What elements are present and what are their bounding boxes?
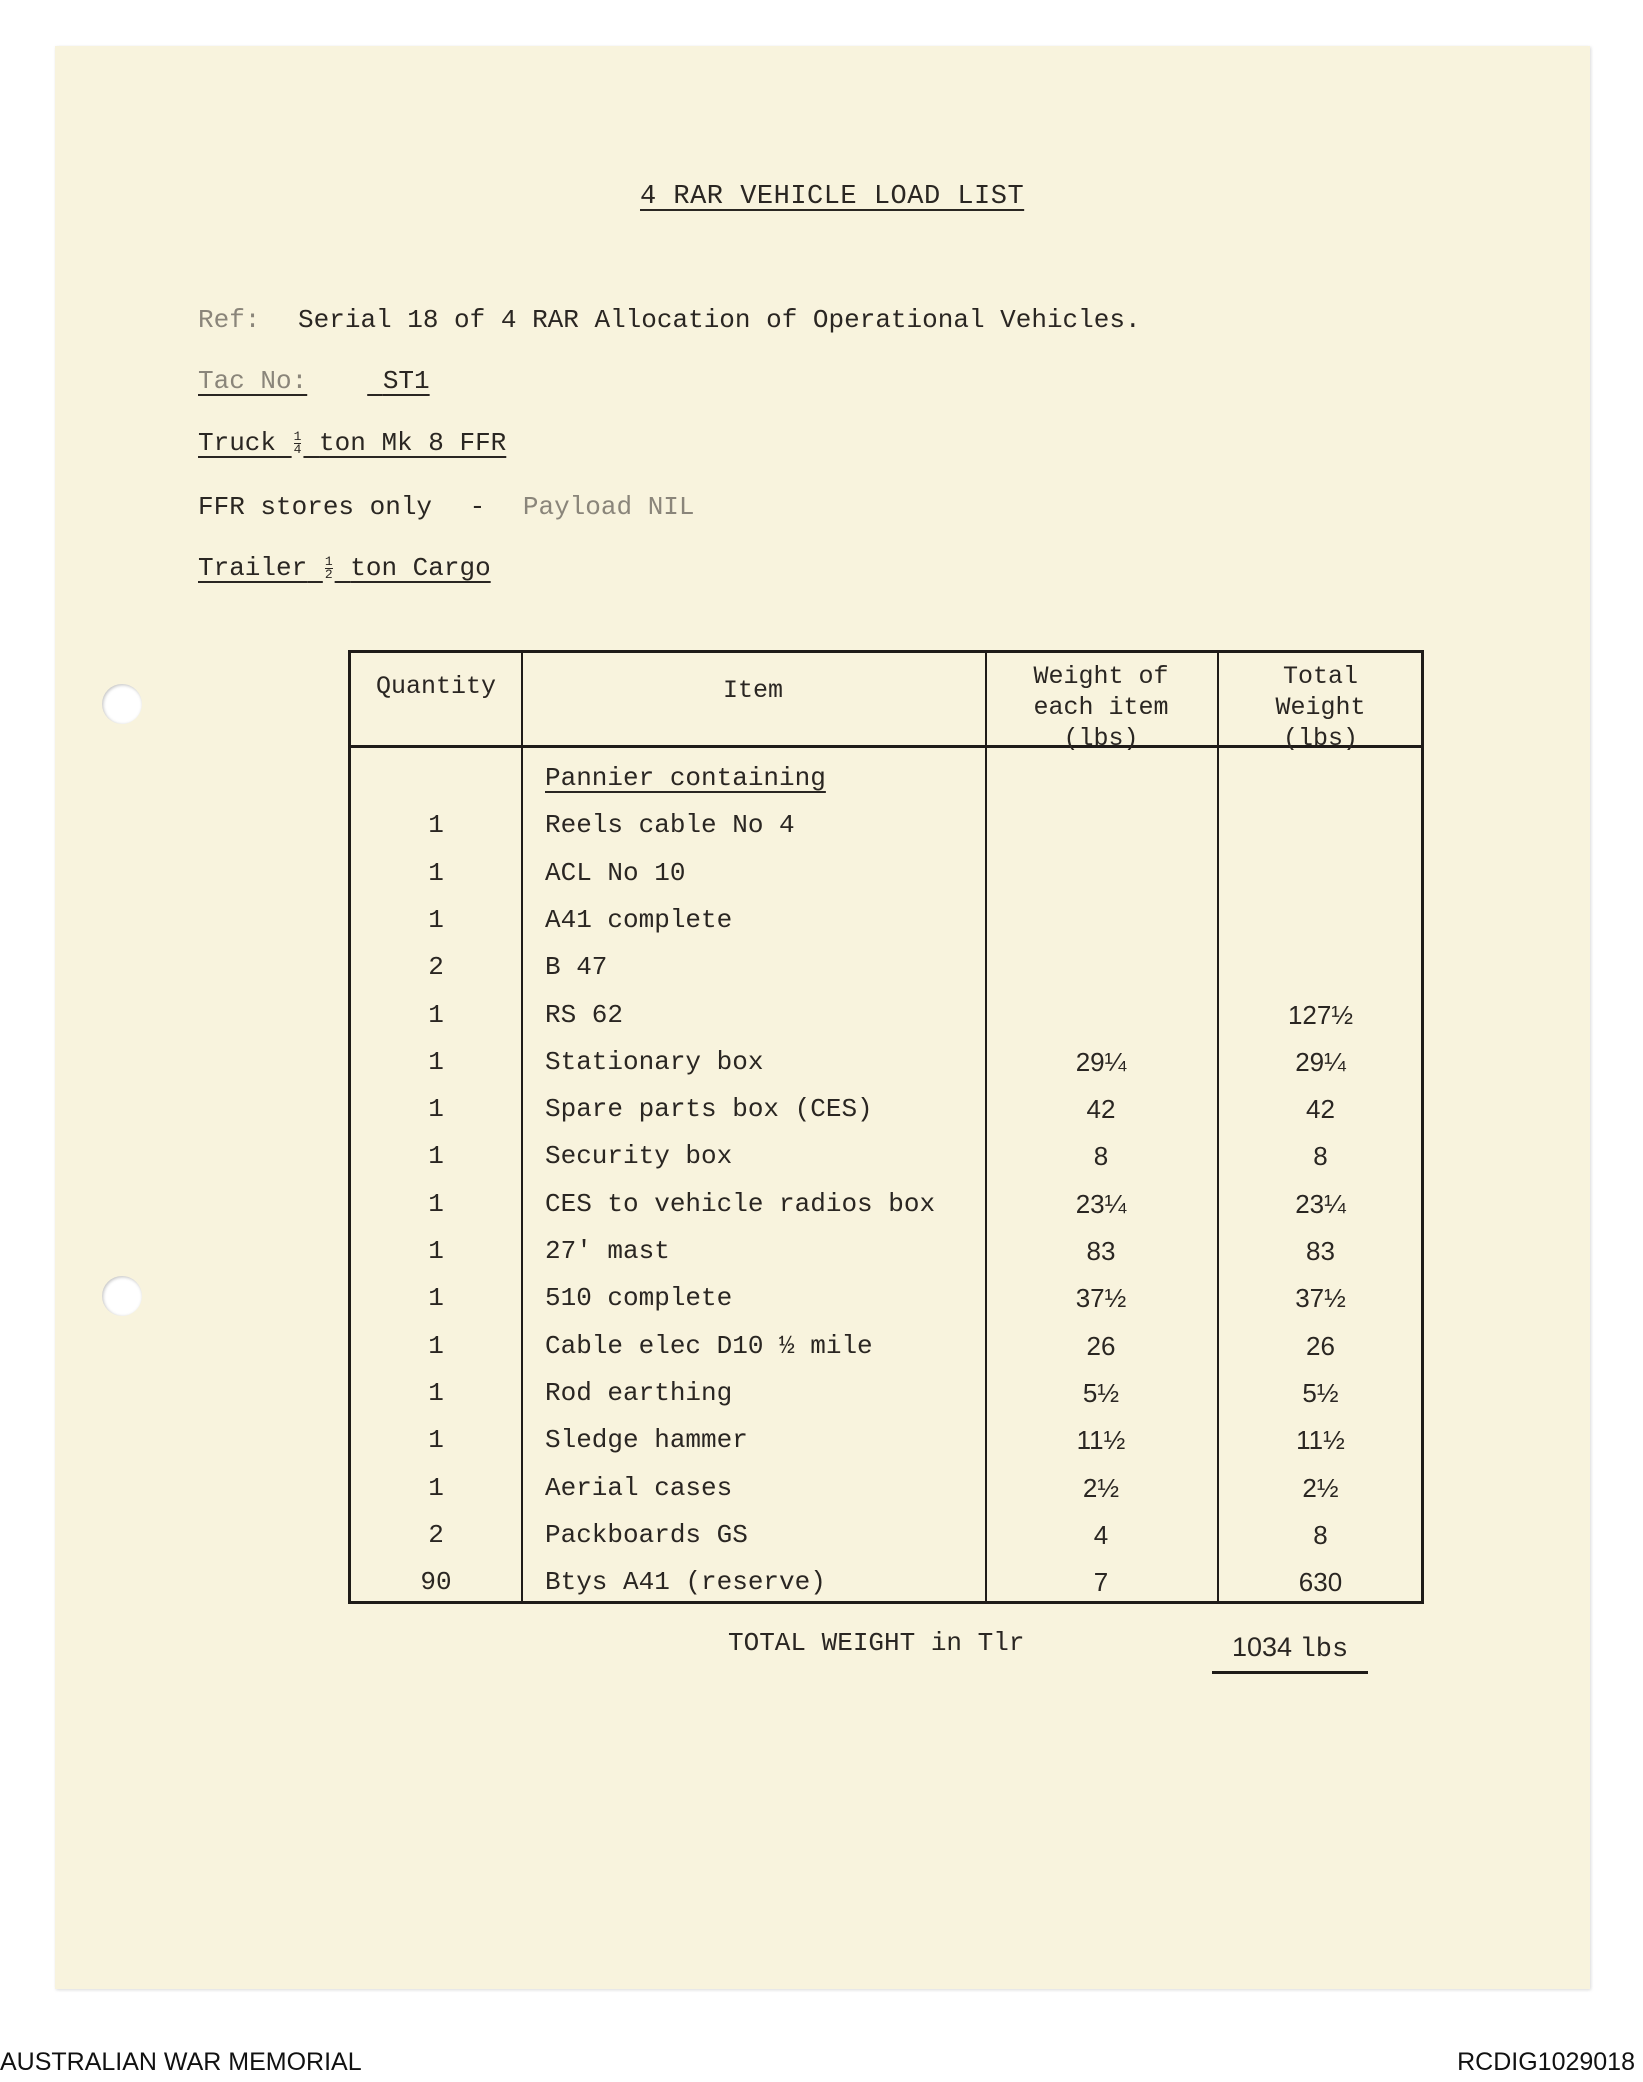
header-weight-each-line: Weight of (1033, 662, 1169, 691)
table-row (351, 1378, 1421, 1424)
trailer-frac-den: 2 (324, 566, 333, 582)
row-item: Cable elec D10 ½ mile (545, 1330, 873, 1361)
row-item: Stationary box (545, 1046, 764, 1077)
tac-label: Tac No: (198, 366, 308, 396)
row-weight-each: 23¼ (1075, 1188, 1127, 1219)
row-quantity: 1 (428, 904, 444, 935)
table-row (351, 1520, 1421, 1566)
row-quantity: 1 (428, 1472, 444, 1503)
total-weight-label: TOTAL WEIGHT in Tlr (728, 1628, 1025, 1658)
header-weight-each-line: (lbs) (1063, 724, 1139, 753)
row-weight-each: 8 (1093, 1141, 1109, 1172)
header-total-weight-line: Total (1282, 662, 1358, 691)
table-row (351, 1047, 1421, 1093)
row-weight-each: 83 (1086, 1236, 1116, 1266)
row-item: Aerial cases (545, 1472, 733, 1503)
reference-line (198, 305, 1141, 335)
table-row (351, 1189, 1421, 1235)
truck-line (198, 428, 506, 458)
row-total-weight: 2½ (1302, 1472, 1339, 1503)
trailer-fraction (324, 553, 333, 582)
row-quantity: 1 (428, 1425, 444, 1456)
row-item: Pannier containing (545, 763, 826, 793)
total-unit: lbs (1299, 1635, 1349, 1665)
footer-id: RCDIG1029018 (1457, 2048, 1635, 2076)
row-item: Btys A41 (reserve) (545, 1567, 826, 1598)
table-row (351, 1331, 1421, 1377)
table-row (351, 1236, 1421, 1282)
punch-hole-top (102, 684, 142, 724)
table-section-heading (351, 763, 1421, 809)
punch-hole-bottom (102, 1276, 142, 1316)
row-total-weight: 37½ (1295, 1283, 1346, 1314)
row-quantity: 1 (428, 1046, 444, 1077)
row-total-weight: 26 (1306, 1330, 1335, 1361)
row-item: Reels cable No 4 (545, 810, 795, 841)
row-total-weight: 42 (1306, 1094, 1335, 1125)
row-weight-each: 26 (1086, 1330, 1116, 1361)
ffr-dash: - (469, 492, 486, 522)
row-total-weight: 11½ (1296, 1425, 1345, 1456)
load-list-table (348, 650, 1424, 1604)
row-total-weight: 8 (1313, 1141, 1328, 1172)
table-row (351, 810, 1421, 856)
row-weight-each: 7 (1093, 1567, 1109, 1598)
row-quantity: 1 (428, 1141, 444, 1172)
header-weight-each (985, 661, 1217, 754)
row-quantity: 1 (428, 1188, 444, 1219)
tac-number-line (198, 366, 430, 396)
ref-text: Serial 18 of 4 RAR Allocation of Operational Vehicles. (298, 305, 1141, 335)
ffr-right: Payload NIL (522, 492, 695, 522)
total-number: 1034 (1232, 1632, 1293, 1662)
table-row (351, 1094, 1421, 1140)
row-weight-each: 42 (1086, 1094, 1116, 1125)
row-quantity: 1 (428, 810, 444, 841)
row-weight-each: 5½ (1082, 1377, 1120, 1408)
row-item: A41 complete (545, 904, 733, 935)
header-total-weight-line: (lbs) (1282, 724, 1358, 753)
truck-fraction (293, 428, 302, 457)
trailer-before: Trailer (198, 553, 308, 583)
row-total-weight: 83 (1306, 1236, 1335, 1266)
header-quantity: Quantity (375, 672, 497, 701)
truck-frac-num: 1 (293, 428, 302, 444)
row-quantity: 1 (428, 1283, 444, 1314)
row-total-weight: 23¼ (1295, 1188, 1346, 1219)
row-item: CES to vehicle radios box (545, 1188, 936, 1219)
truck-after: ton Mk 8 FFR (319, 428, 507, 458)
truck-frac-den: 4 (293, 441, 302, 457)
footer-source: AUSTRALIAN WAR MEMORIAL (0, 2048, 362, 2076)
header-item: Item (722, 676, 783, 705)
row-item: Rod earthing (545, 1377, 733, 1408)
table-row (351, 1141, 1421, 1187)
table-row (351, 905, 1421, 951)
row-total-weight: 127½ (1287, 999, 1354, 1030)
table-row (351, 1000, 1421, 1046)
table-row (351, 1425, 1421, 1471)
document-title: 4 RAR VEHICLE LOAD LIST (640, 182, 1025, 212)
row-item: RS 62 (545, 999, 624, 1030)
header-total-weight-line: Weight (1275, 693, 1366, 722)
row-item: Sledge hammer (545, 1425, 748, 1456)
row-quantity: 2 (428, 1519, 444, 1550)
total-weight-value (1212, 1632, 1368, 1674)
row-quantity: 1 (428, 1377, 444, 1408)
header-total-weight (1217, 661, 1424, 754)
table-row (351, 952, 1421, 998)
row-total-weight: 630 (1298, 1567, 1343, 1598)
ffr-line (198, 492, 695, 522)
row-quantity: 1 (428, 1330, 444, 1361)
row-quantity: 90 (420, 1567, 452, 1598)
trailer-frac-num: 1 (324, 553, 333, 569)
row-item: ACL No 10 (545, 857, 686, 888)
row-total-weight: 8 (1313, 1519, 1328, 1550)
row-item: Security box (545, 1141, 733, 1172)
row-item: Packboards GS (545, 1519, 748, 1550)
row-item: 27' mast (545, 1236, 670, 1266)
ref-label: Ref: (198, 305, 261, 335)
table-row (351, 858, 1421, 904)
row-quantity: 2 (428, 952, 444, 983)
row-weight-each: 37½ (1075, 1283, 1127, 1314)
row-weight-each: 2½ (1082, 1472, 1120, 1503)
table-row (351, 1283, 1421, 1329)
row-quantity: 1 (428, 1236, 444, 1266)
tac-value: ST1 (382, 366, 430, 396)
header-weight-each-line: each item (1033, 693, 1169, 722)
ffr-left: FFR stores only (198, 492, 433, 522)
row-quantity: 1 (428, 857, 444, 888)
trailer-after: ton Cargo (350, 553, 491, 583)
row-total-weight: 5½ (1302, 1377, 1339, 1408)
truck-before: Truck (198, 428, 277, 458)
table-row (351, 1473, 1421, 1519)
row-weight-each: 11½ (1076, 1425, 1126, 1456)
row-total-weight: 29¼ (1295, 1046, 1346, 1077)
row-quantity: 1 (428, 999, 444, 1030)
table-row (351, 1567, 1421, 1613)
row-weight-each: 29¼ (1075, 1046, 1127, 1077)
row-item: B 47 (545, 952, 608, 983)
row-quantity: 1 (428, 1094, 444, 1125)
row-item: 510 complete (545, 1283, 733, 1314)
row-item: Spare parts box (CES) (545, 1094, 873, 1125)
row-weight-each: 4 (1093, 1519, 1109, 1550)
trailer-line (198, 553, 491, 583)
